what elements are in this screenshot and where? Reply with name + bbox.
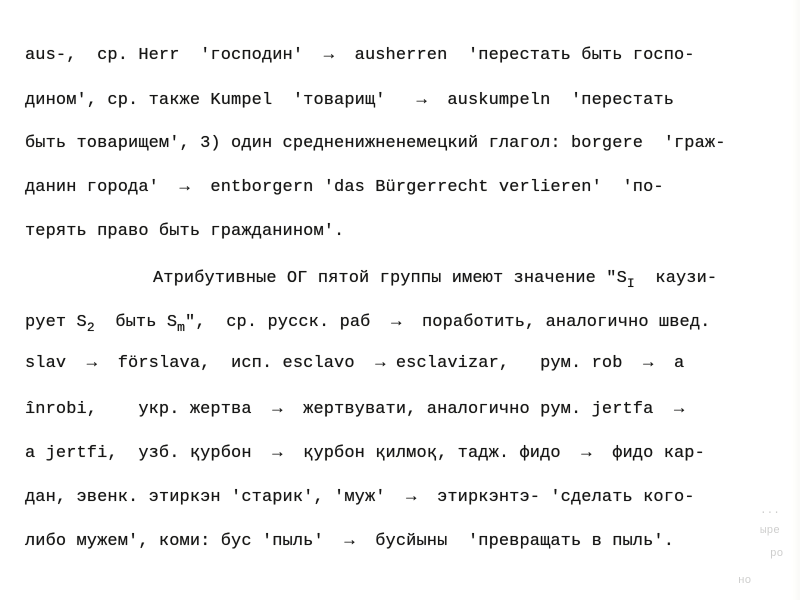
bleed-through-mark: но (738, 575, 752, 587)
text-line-4 (25, 176, 664, 200)
text-segment: быть товарищем', 3) один средненижненемецкий глагол: borgere 'граж- (25, 134, 726, 153)
bleed-through-mark: ... (760, 505, 780, 517)
text-segment: дином', ср. также Kumpel 'товарищ' → auskumpeln 'перестать (25, 91, 675, 110)
text-line-3 (25, 132, 726, 156)
text-segment: либо мужем', коми: бус 'пыль' → бусйыны 'превращать в пыль'. (25, 532, 675, 551)
text-segment: ", ср. русск. раб → поработить, аналогично швед. (185, 313, 711, 332)
text-line-9 (25, 398, 684, 422)
text-line-6-paragraph-start (153, 267, 717, 291)
text-segment: a jertfi, узб. қурбон → қурбон қилмоқ, тадж. фидо → фидо кар- (25, 444, 705, 463)
subscript-text: I (626, 276, 635, 291)
text-segment: slav → förslava, исп. esclavo → esclavizar, рум. rob → a (25, 354, 685, 373)
text-segment: înrobi, укр. жертва → жертвувати, аналогично рум. jertfa → (25, 400, 685, 419)
bleed-through-mark: ро (770, 548, 784, 560)
text-segment: данин города' → entborgern 'das Bürgerrecht verlieren' 'по- (25, 178, 664, 197)
text-line-5 (25, 220, 344, 244)
page-edge-shadow (788, 0, 800, 600)
subscript-text: 2 (86, 320, 95, 335)
text-line-12 (25, 530, 674, 554)
text-line-11 (25, 486, 695, 510)
text-line-10 (25, 442, 705, 466)
text-segment: рует S (25, 313, 87, 332)
text-segment: Атрибутивные ОГ пятой группы имеют значение "S (153, 269, 627, 288)
text-line-2 (25, 89, 674, 113)
subscript-text: m (177, 320, 186, 335)
bleed-through-mark: ыре (760, 525, 780, 537)
text-line-1 (25, 44, 695, 68)
text-segment: быть S (94, 313, 178, 332)
text-segment: терять право быть гражданином'. (25, 222, 345, 241)
text-line-8 (25, 352, 684, 376)
text-line-7 (25, 311, 710, 335)
text-segment: дан, эвенк. этиркэн 'старик', 'муж' → этиркэнтэ- 'сделать кого- (25, 488, 695, 507)
text-segment: aus-, ср. Herr 'господин' → ausherren 'перестать быть госпо- (25, 46, 695, 65)
text-segment: каузи- (634, 269, 718, 288)
